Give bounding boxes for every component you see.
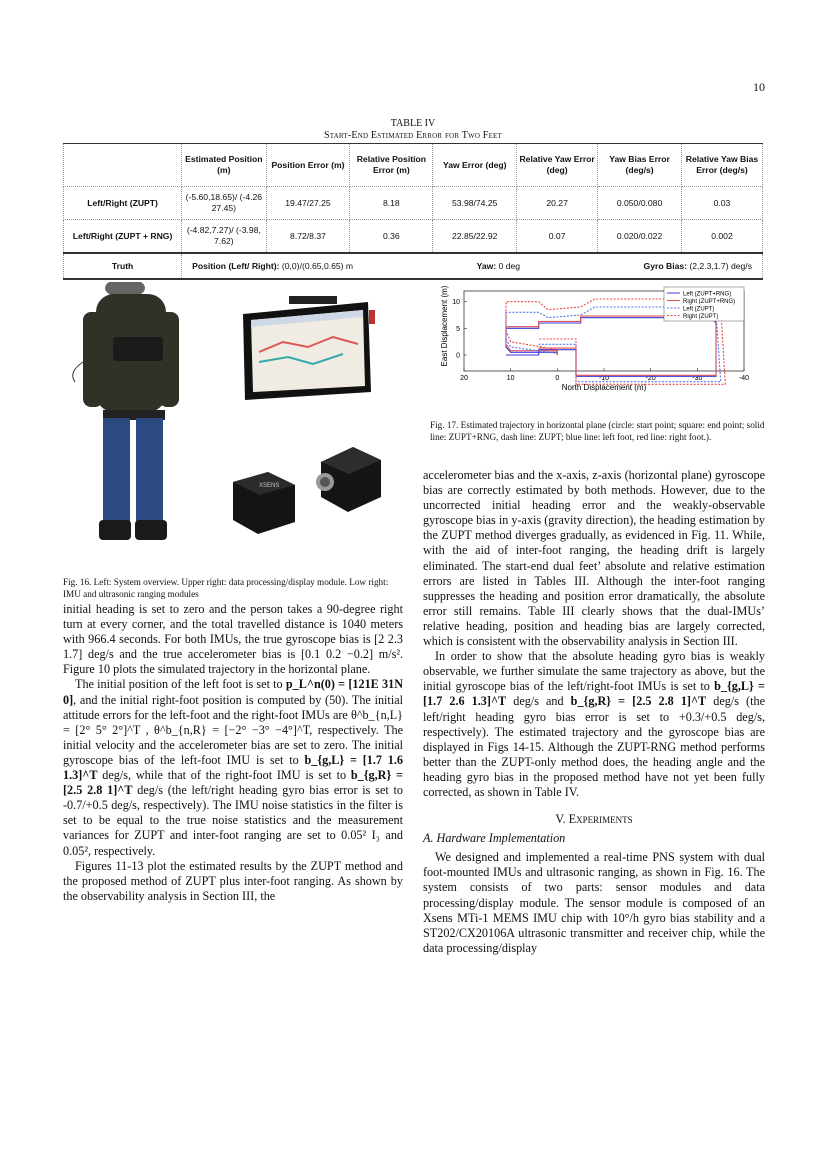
text-span: The initial position of the left foot is set to — [75, 677, 283, 692]
table-cell: 22.85/22.92 — [433, 220, 517, 254]
table-caption — [63, 118, 763, 142]
table-cell: 20.27 — [517, 187, 598, 220]
truth-position-label: Position (Left/ Right): — [192, 260, 280, 271]
imu-module-illustration — [233, 472, 295, 534]
table-cell: 0.002 — [681, 220, 762, 254]
table-cell: (-4.82,7.27)/ (-3.98, 7.62) — [182, 220, 266, 254]
header-cell: Yaw Bias Error (deg/s) — [598, 144, 682, 187]
math-bias-left: b_{g,L} = [1.7 1.6 1.3]^T — [63, 752, 404, 783]
tablet-illustration — [243, 296, 375, 400]
left-paragraph-2 — [63, 677, 403, 858]
table-title: Start-End Estimated Error for Two Feet — [324, 130, 502, 141]
text-span: , — [145, 722, 149, 737]
text-span: gyro bias stability and a ST202/CX20106A ultrasonic transmitter and receiver chip, while the data processing/display — [423, 910, 765, 955]
table-cell: 0.03 — [681, 187, 762, 220]
legend-label: Right (ZUPT+RNG) — [683, 298, 736, 305]
math-bias-stability: 10°/h — [612, 910, 640, 925]
table-cell: 0.020/0.022 — [598, 220, 682, 254]
x-tick-label: 0 — [555, 375, 560, 382]
row-label: Left/Right (ZUPT) — [64, 187, 182, 220]
truth-yaw-label: Yaw: — [476, 260, 497, 271]
text-span: , respectively. The initial velocity and the accelerometer bias are set to zero. The initial gyroscope bias of the left-foot IMU is set to — [63, 722, 404, 767]
math-theta-left: θ^b_{n,L} = [2° 5° 2°]^T — [63, 707, 404, 737]
math-variance-zupt: 0.05² I₃ — [341, 828, 380, 843]
text-span: deg/s, while that of the right-foot IMU is set to — [102, 768, 347, 783]
person-illustration — [73, 282, 179, 540]
math-variance-rng: 0.05² — [63, 843, 88, 858]
math-bias-right: b_{g,R} = [2.5 2.8 1]^T — [63, 768, 403, 798]
x-tick-label: -10 — [598, 375, 610, 382]
table-cell: 53.98/74.25 — [433, 187, 517, 220]
results-table — [63, 143, 763, 280]
header-cell: Estimated Position (m) — [182, 144, 266, 187]
table-cell: 0.07 — [517, 220, 598, 254]
svg-text:XSENS: XSENS — [259, 483, 280, 489]
y-tick-label: 10 — [452, 299, 460, 307]
text-span: and — [385, 828, 404, 843]
table-cell: 8.18 — [350, 187, 433, 220]
header-cell: Relative Yaw Bias Error (deg/s) — [681, 144, 762, 187]
y-tick-label: 0 — [456, 352, 460, 360]
x-tick-label: -20 — [645, 375, 656, 382]
math-initial-position: p_L^n(0) = [121E 31N 0] — [63, 677, 403, 707]
left-paragraph-1 — [63, 602, 403, 677]
text-span: deg/s and the true accelerometer bias is — [87, 647, 296, 662]
x-tick-label: 10 — [506, 375, 515, 382]
table-row — [64, 187, 763, 220]
math-bias-left-2: b_{g,L} = [1.7 2.6 1.3]^T — [423, 679, 765, 709]
right-column — [423, 468, 765, 956]
table-cell: 0.050/0.080 — [598, 187, 682, 220]
truth-yaw-value: 0 deg — [498, 260, 521, 271]
right-paragraph-3 — [423, 850, 765, 956]
header-cell: Position Error (m) — [266, 144, 350, 187]
page-number: 10 — [753, 80, 765, 94]
table-header-row — [64, 144, 763, 187]
fig17-caption: Fig. 17. Estimated trajectory in horizontal plane (circle: start point; square: end point; solid line: ZUPT+RNG, dash line: ZUPT; blue line: left foot, red line: right foot.). — [430, 420, 765, 442]
table-cell: 19.47/27.25 — [266, 187, 350, 220]
left-column — [63, 602, 403, 904]
text-span: , and the initial right-foot position is computed by (50). The initial attitude errors for the left-foot and the right-foot IMUs are — [63, 692, 403, 722]
truth-gyro-label: Gyro Bias: — [643, 260, 688, 271]
text-span: deg/s (the left/right heading gyro bias error is set to +0.3/+0.5 deg/s, respectively). The estimated trajectory and the gyroscope bias are displayed in Figs 14-15. Although the ZUPT-RNG method performs better than the ZUPT-only method does, the heading angle and the heading gyro bias in the proposed method have not yet been fully corrected, as shown in Table IV. — [423, 694, 765, 799]
legend-label: Left (ZUPT+RNG) — [683, 291, 732, 298]
text-span: initial heading is set to zero and the person takes a 90-degree right turn at every corner, and the total travelled distance is 1040 meters with 966.4 seconds. For both IMUs, the true gyroscope bias is — [63, 602, 403, 647]
table-cell: 0.36 — [350, 220, 433, 254]
header-cell: Relative Position Error (m) — [350, 144, 433, 187]
header-cell: Relative Yaw Error (deg) — [517, 144, 598, 187]
ultrasonic-module-illustration — [316, 447, 381, 512]
truth-row — [64, 253, 763, 279]
left-paragraph-3: Figures 11-13 plot the estimated results by the ZUPT method and the proposed method of ZUPT plus inter-foot ranging. As shown by the observability analysis in Section III, the — [63, 858, 403, 903]
legend-label: Right (ZUPT) — [683, 313, 719, 320]
x-tick-label: -40 — [738, 375, 750, 382]
system-overview-figure — [63, 282, 403, 567]
row-label: Left/Right (ZUPT + RNG) — [64, 220, 182, 254]
x-tick-label: 20 — [460, 375, 468, 382]
x-tick-label: -30 — [692, 375, 703, 382]
text-span: m/s². Figure 10 plots the simulated trajectory in the horizontal plane. — [63, 647, 404, 677]
header-cell — [64, 144, 182, 187]
right-paragraph-2 — [423, 649, 765, 800]
truth-position-value: (0,0)/(0.65,0.65) m — [281, 260, 354, 271]
y-axis-label: East Displacement (m) — [440, 285, 449, 367]
y-tick-label: 5 — [456, 325, 460, 333]
truth-label: Truth — [64, 253, 182, 279]
truth-gyro-value: (2,2.3,1.7) deg/s — [689, 260, 752, 271]
fig16-caption: Fig. 16. Left: System overview. Upper right: data processing/display module. Low right: IMU and ultrasonic ranging modules — [63, 577, 389, 599]
truth-values — [182, 253, 763, 279]
text-span: In order to show that the absolute heading gyro bias is weakly observable, we further simulate the same trajectory as above, but the initial gyroscope bias of the left/right-foot IMUs is set to — [423, 649, 765, 694]
math-acc-bias: [0.1 0.2 −0.2] — [300, 647, 374, 662]
math-bias-right-2: b_{g,R} = [2.5 2.8 1]^T — [570, 694, 707, 709]
table-label: TABLE IV — [390, 118, 436, 129]
math-theta-right: θ^b_{n,R} = [−2° −3° −4°]^T — [154, 722, 310, 737]
text-span: We designed and implemented a real-time PNS system with dual foot-mounted IMUs and ultrasonic ranging, as shown in Fig. 16. The system consists of two parts: sensor modules and data processing/display module. The sensor module is composed of an Xsens MTi-1 MEMS IMU chip with — [423, 850, 765, 925]
text-span: deg/s and — [513, 694, 564, 709]
text-span: , respectively. — [87, 843, 156, 858]
section-heading: V. Experiments — [555, 812, 633, 827]
header-cell: Yaw Error (deg) — [433, 144, 517, 187]
subsection-heading: A. Hardware Implementation — [423, 831, 566, 846]
text-span: deg/s (the left/right heading gyro bias error is set to -0.7/+0.5 deg/s, respectively). The IMU noise statistics in the filter is set to be equal to the true noise statistics and the measurement variances for ZUPT and inter-foot ranging are set to — [63, 783, 404, 843]
trajectory-chart — [430, 285, 765, 405]
table-cell: (-5.60,18.65)/ (-4.26 27.45) — [182, 187, 266, 220]
table-cell: 8.72/8.37 — [266, 220, 350, 254]
math-gyro-bias: [2 2.3 1.7] — [63, 632, 404, 662]
right-paragraph-1: accelerometer bias and the x-axis, z-axis (horizontal plane) gyroscope bias are correctly estimated by both methods. However, due to the uncorrected initial heading error and the weakly-observable gyroscope bias in y-axis (gravity direction), the heading estimation by the ZUPT method diverges gradually, as evidenced in Fig. 11. While, with the aid of inter-foot ranging, the heading drift is largely eliminated. The start-end dual feet’ absolute and relative estimation errors are listed in Tables III. Although the inter-foot ranging suppresses the heading and position error dramatically, the absolute error still remains. Table III clearly shows that the dual-IMUs’ relative heading, position and heading bias are largely corrected, which is consistent with the observability analysis in Section III. — [423, 468, 765, 649]
table-row — [64, 220, 763, 254]
legend-label: Left (ZUPT) — [683, 306, 715, 313]
x-axis-label: North Displacement (m) — [561, 383, 647, 392]
